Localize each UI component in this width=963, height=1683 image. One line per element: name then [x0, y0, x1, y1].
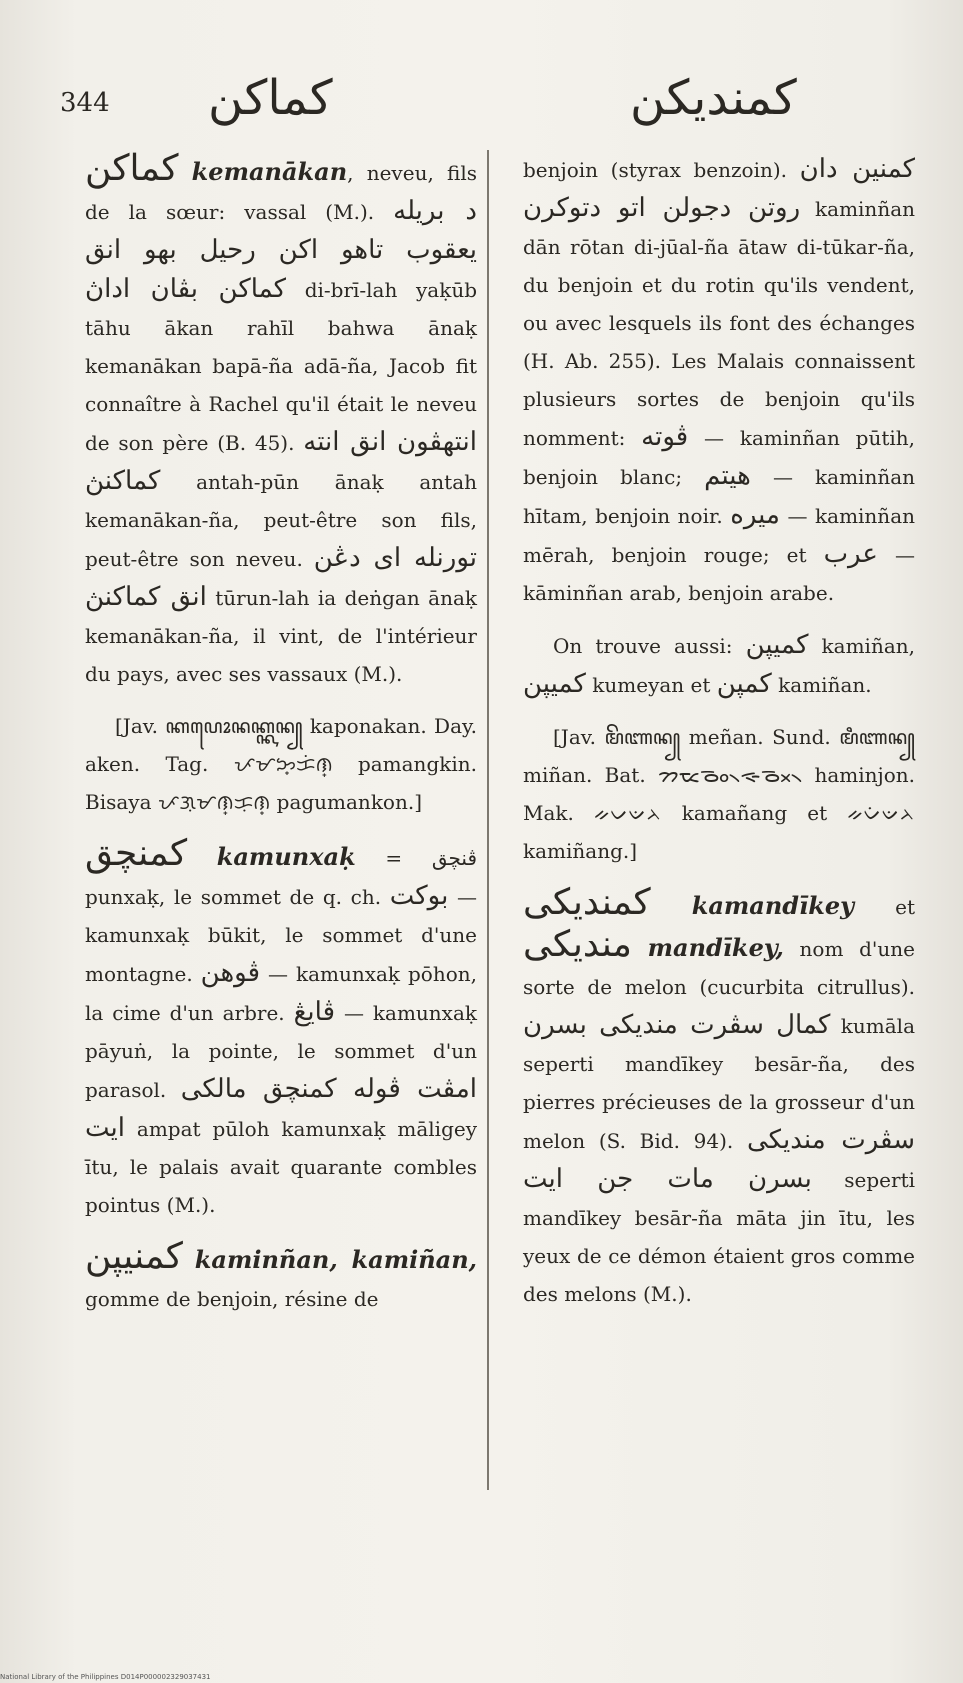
entry-text: ampat pūloh kamunxaḳ māligey ītu, le palais avait quarante combles pointus (M.).	[85, 1117, 478, 1217]
entry-text: et	[895, 895, 916, 919]
entry-text: On trouve aussi:	[553, 634, 746, 658]
entry-text: nom d'une sorte de melon (cucurbita citrullus).	[523, 937, 915, 999]
entry-kaminnan-cont	[523, 150, 915, 612]
entry-kamandikey	[523, 884, 915, 1313]
entry-text: kaminñan dān rōtan di-jūal-ña ātaw di-tūkar-ña, du benjoin et du rotin qu'ils vendent, ou avec lesquels ils font des échanges (H. Ab. 255). Les Malais connaissent plusieurs sortes de benjoin qu'ils nomment:	[523, 197, 916, 450]
arabic-phrase: سڤرت منديكى بسرن مات جن ايت	[523, 1125, 915, 1194]
arabic-phrase: كمال سڤرت منديكى بسرن	[523, 1010, 831, 1040]
entry-headword: kemanākan	[191, 157, 348, 186]
cognates-text: [Jav. ꦏꦥꦺꦴꦤꦏ꧀ꦏꦤ꧀ kaponakan. Day. aken. Tag. ᜉᜋᜅ᜔ᜃᜒᜈ᜔ pamangkin. Bisaya ᜉᜄᜓᜋᜈ᜔ᜃᜓᜈ᜔ pagumankon.]	[85, 714, 477, 814]
entry-kaminnan	[85, 1238, 477, 1318]
entry-text: benjoin (styrax benzoin).	[523, 158, 800, 182]
cognates-text: [Jav. ꦩꦼꦚꦤ꧀ meñan. Sund. ꦩꦶꦚꦤ꧀ miñan. Bat. ᯂᯔᯪᯉ᯲ᯐᯬᯉ᯲ haminjon. Mak. ᨀᨆᨉᨂ kamañang et ᨀᨆᨗᨉᨂ kamiñang.]	[523, 725, 915, 863]
entry-arabic: منديكى	[523, 924, 632, 965]
arabic-phrase: كميڽن	[745, 630, 809, 660]
entry-text: — kamunxaḳ būkit, le sommet d'une montagne.	[85, 885, 478, 986]
footer-credit: National Library of the Philippines D014P000002329037431	[0, 1673, 211, 1681]
entry-headword: kamandīkey	[691, 891, 855, 920]
arabic-phrase: انتهڤون انق انته كماكنڽ	[85, 427, 477, 496]
arabic-phrase: كمنين دان روتن دجولن اتو دتوكرن	[523, 154, 915, 223]
arabic-phrase: ڤوته	[641, 422, 689, 452]
entry-text: neveu, fils de la sœur: vassal (M.).	[85, 161, 478, 224]
entry-text: antah-pūn ānaḳ antah kemanākan-ña, peut-être son fils, peut-être son neveu.	[85, 470, 478, 571]
entry-kamunxak	[85, 835, 477, 1224]
entry-arabic: كماكن	[85, 148, 179, 189]
arabic-phrase: كمڽن	[716, 669, 772, 699]
entry-text: tūrun-lah ia deṅgan ānaḳ kemanākan-ña, il vint, de l'intérieur du pays, avec ses vassaux (M.).	[85, 586, 477, 686]
variants-note	[523, 626, 915, 704]
arabic-phrase: امڤت ڤوله كمنچق مالكى ايت	[85, 1074, 477, 1143]
entry-text: — kāminñan arab, benjoin arabe.	[523, 543, 915, 605]
arabic-phrase: عرب	[823, 539, 878, 569]
entry-text: — kaminñan pūtih, benjoin blanc;	[523, 426, 916, 489]
entry-text: — kaminñan hītam, benjoin noir.	[523, 465, 916, 528]
entry-text: kumeyan et	[592, 673, 717, 697]
entry-text: kamiñan.	[778, 673, 872, 697]
entry-headword: mandīkey,	[647, 933, 784, 962]
arabic-phrase: ڤايڠ	[293, 997, 336, 1027]
entry-text: kumāla seperti mandīkey besār-ña, des pierres précieuses de la grosseur d'un melon (S. Bid. 94).	[523, 1014, 915, 1153]
entry-headword: kamunxaḳ	[216, 842, 356, 871]
entry-text: gomme de benjoin, résine de	[85, 1287, 379, 1311]
entry-separator: ,	[347, 161, 354, 185]
right-column	[523, 150, 915, 1327]
arabic-phrase: هيتم	[704, 461, 751, 491]
cognates-note	[523, 718, 915, 870]
entry-arabic: كمنچق	[85, 833, 188, 874]
entry-kemanakan	[85, 150, 477, 693]
cognates-note	[85, 707, 477, 821]
arabic-phrase: بوكت	[389, 881, 449, 911]
running-head-left: كماكن	[208, 70, 333, 126]
entry-text: kamiñan,	[821, 634, 915, 658]
entry-text: = ڤنچق punxaḳ, le sommet de q. ch.	[85, 846, 478, 909]
running-head-right: كمنديكن	[630, 70, 797, 126]
arabic-phrase: تورنله اى دڠن انق كماكنڽ	[85, 543, 478, 612]
page-number: 344	[60, 88, 110, 118]
entry-text: — kaminñan mērah, benjoin rouge; et	[523, 504, 915, 567]
entry-text: — kamunxaḳ pōhon, la cime d'un arbre.	[85, 962, 477, 1025]
entry-text: — kamunxaḳ pāyuṅ, la pointe, le sommet d'un parasol.	[85, 1001, 477, 1102]
column-divider	[487, 150, 489, 1490]
arabic-phrase: ڤوهن	[200, 958, 261, 988]
entry-headword: kaminñan, kamiñan,	[194, 1245, 478, 1274]
arabic-phrase: كميڽن	[523, 669, 586, 699]
entry-text: di-brī-lah yaḳūb tāhu ākan rahīl bahwa ānaḳ kemanākan bapā-ña adā-ña, Jacob fit connaître à Rachel qu'il était le neveu de son père (B. 45).	[85, 278, 477, 455]
entry-arabic: كمنيڽن	[85, 1236, 183, 1277]
entry-text: seperti mandīkey besār-ña māta jin ītu, les yeux de ce démon étaient gros comme des melons (M.).	[523, 1168, 915, 1306]
left-column	[85, 150, 477, 1332]
arabic-phrase: د بريله يعقوب تاهو اكن رحيل بهو انق كماكن بڤان اداڽ	[85, 196, 477, 304]
entry-arabic: كمنديكى	[523, 882, 651, 923]
arabic-phrase: ميره	[730, 500, 780, 530]
